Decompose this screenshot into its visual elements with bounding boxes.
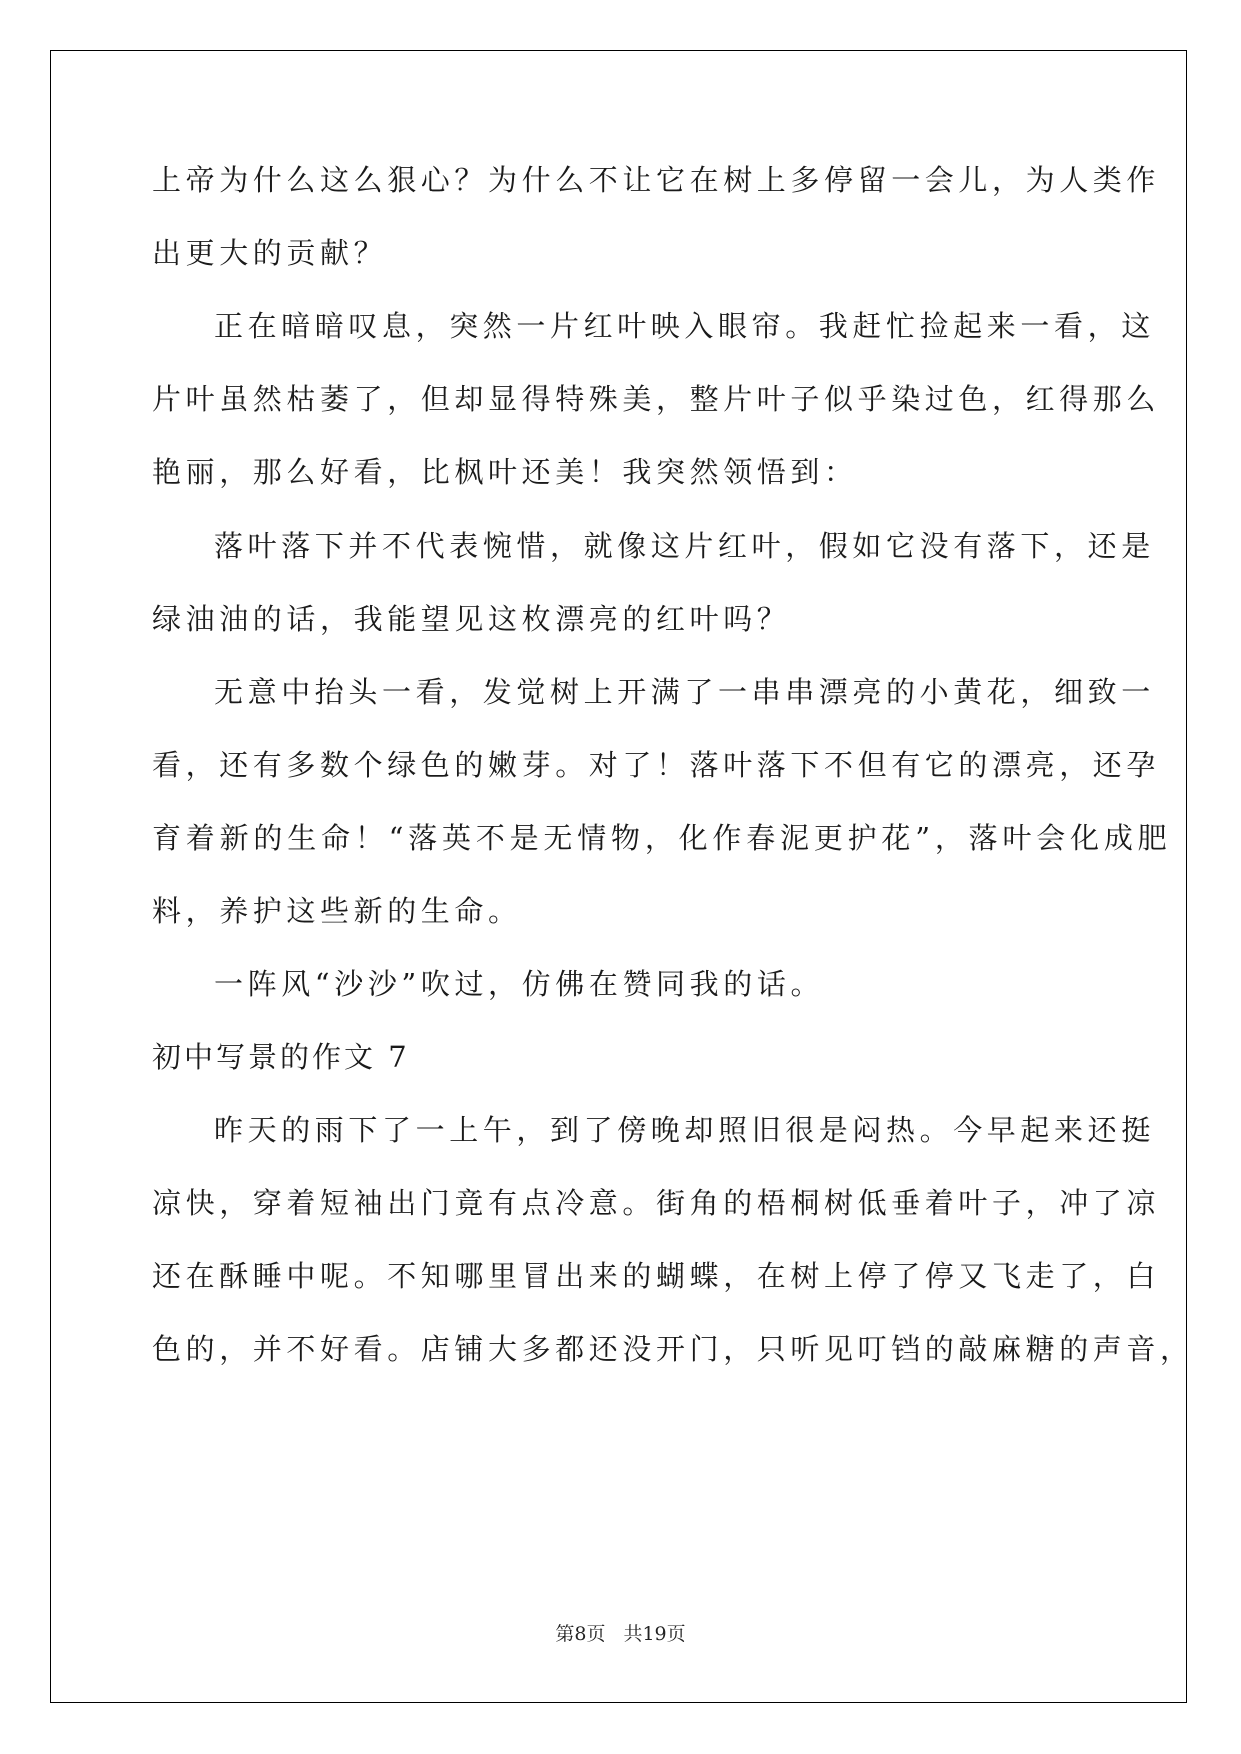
text-line: 片叶虽然枯萎了，但却显得特殊美，整片叶子似乎染过色，红得那么 [152,382,1161,416]
text-line: 凉快，穿着短袖出门竟有点冷意。街角的梧桐树低垂着叶子，冲了凉 [152,1186,1161,1220]
paragraph-start: 正在暗暗叹息，突然一片红叶映入眼帘。我赶忙捡起来一看，这 [214,309,1155,343]
page-number: 第8页 [555,1623,606,1645]
text-line: 看，还有多数个绿色的嫩芽。对了！落叶落下不但有它的漂亮，还孕 [152,748,1161,782]
paragraph-start: 一阵风“沙沙”吹过，仿佛在赞同我的话。 [214,967,825,1001]
text-line: 色的，并不好看。店铺大多都还没开门，只听见叮铛的敲麻糖的声音， [152,1332,1194,1366]
paragraph-start: 落叶落下并不代表惋惜，就像这片红叶，假如它没有落下，还是 [214,529,1155,563]
text-line: 绿油油的话，我能望见这枚漂亮的红叶吗？ [152,602,791,636]
page-footer [0,1622,1241,1646]
text-line: 还在酥睡中呢。不知哪里冒出来的蝴蝶，在树上停了停又飞走了，白 [152,1259,1161,1293]
page-border [50,50,1187,1703]
text-line: 上帝为什么这么狠心？为什么不让它在树上多停留一会儿，为人类作 [152,163,1161,197]
paragraph-start: 昨天的雨下了一上午，到了傍晚却照旧很是闷热。今早起来还挺 [214,1113,1155,1147]
paragraph-start: 无意中抬头一看，发觉树上开满了一串串漂亮的小黄花，细致一 [214,675,1155,709]
text-line: 育着新的生命！“落英不是无情物，化作春泥更护花”，落叶会化成肥 [152,821,1172,855]
text-line: 艳丽，那么好看，比枫叶还美！我突然领悟到： [152,455,858,489]
text-line: 出更大的贡献？ [152,236,388,270]
section-heading: 初中写景的作文 7 [152,1040,410,1074]
page-total: 共19页 [623,1623,686,1645]
text-line: 料，养护这些新的生命。 [152,894,522,928]
